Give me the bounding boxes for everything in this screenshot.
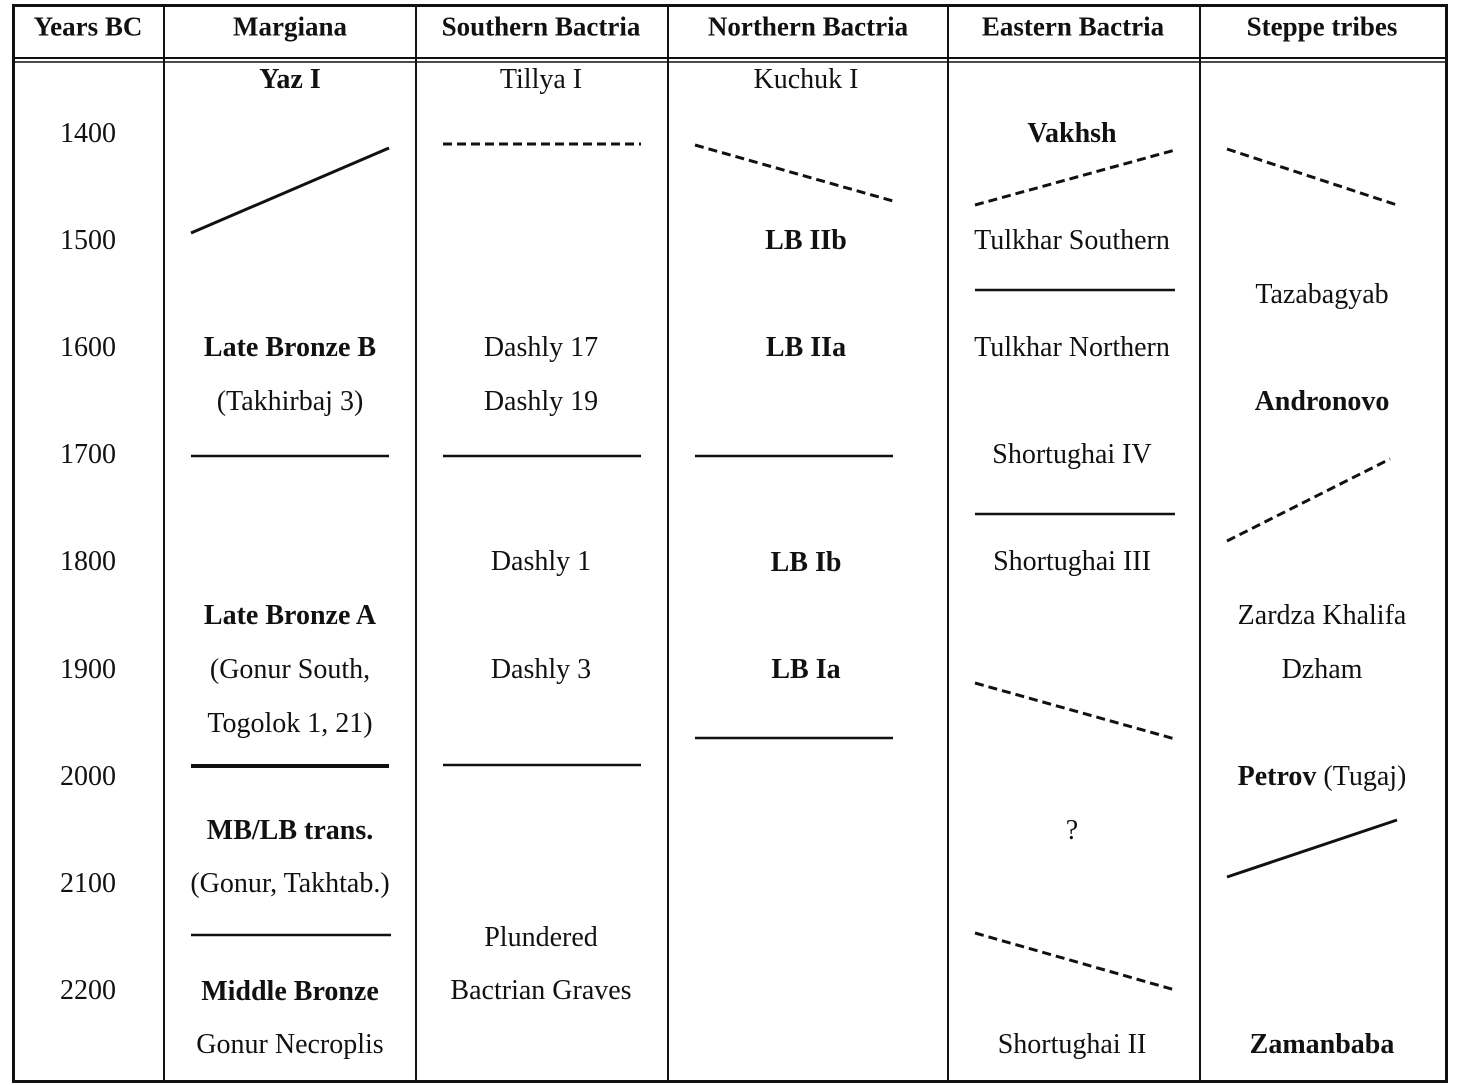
steppe-boundary-dashed [1227,149,1397,205]
year-label: 1400 [60,118,116,149]
site-label: (Takhirbaj 3) [216,386,364,417]
year-label: 1900 [60,654,116,685]
site-label: Gonur Necroplis [196,1029,384,1060]
header-northern-bactria: Northern Bactria [707,11,909,42]
table-border [14,6,1447,1082]
site-label: Shortughai III [993,546,1151,577]
period-label: LB IIb [765,225,847,256]
site-label: Shortughai II [997,1029,1147,1060]
period-label: Late Bronze B [203,332,377,363]
eastern-boundary-dashed [975,933,1175,990]
site-label: (Gonur, Takhtab.) [190,868,390,899]
year-label: 2200 [60,975,116,1006]
period-label: Middle Bronze [201,976,379,1007]
unknown-label: ? [1065,815,1079,846]
site-label: Togolok 1, 21) [207,708,373,739]
header-steppe-tribes: Steppe tribes [1246,11,1398,42]
site-label: Tazabagyab [1255,279,1389,310]
site-label: Dashly 17 [483,332,599,363]
period-label: LB Ib [770,547,842,578]
eastern-boundary-dashed [975,150,1175,205]
site-label: Zardza Khalifa [1237,600,1407,631]
year-label: 1600 [60,332,116,363]
site-label: Tulkhar Southern [974,225,1170,256]
period-label: Late Bronze A [203,600,377,631]
site-label: Tillya I [499,64,583,95]
petrov-label [1238,761,1407,793]
margiana-boundary-diagonal [191,148,389,233]
steppe-boundary-dashed [1227,459,1390,541]
site-label: (Gonur South, [209,654,371,685]
year-label: 1700 [60,439,116,470]
site-label: Bactrian Graves [450,975,632,1006]
header-margiana: Margiana [233,11,347,42]
header-eastern-bactria: Eastern Bactria [981,11,1165,42]
year-label: 2100 [60,868,116,899]
year-label: 1500 [60,225,116,256]
period-label: Andronovo [1254,386,1390,417]
site-label: Dashly 19 [483,386,599,417]
period-label: Zamanbaba [1249,1029,1395,1060]
northern-boundary-dashed [695,145,893,201]
site-label: Shortughai IV [992,439,1152,470]
site-label: Plundered [484,922,598,953]
period-label: MB/LB trans. [206,815,374,846]
eastern-boundary-dashed [975,683,1175,739]
period-label: Vakhsh [1027,118,1117,149]
header-years-bc: Years BC [33,11,143,42]
site-label: (Tugaj) [1323,761,1407,792]
site-label: Dzham [1281,654,1363,685]
steppe-boundary-diagonal [1227,820,1397,877]
year-label: 2000 [60,761,116,792]
site-label: Tulkhar Northern [974,332,1170,363]
period-label: Petrov [1237,761,1317,792]
period-label: LB IIa [765,332,847,363]
header-southern-bactria: Southern Bactria [441,11,641,42]
period-label: Yaz I [259,64,321,95]
site-label: Dashly 3 [490,654,592,685]
site-label: Dashly 1 [490,546,592,577]
period-label: LB Ia [771,654,841,685]
year-label: 1800 [60,546,116,577]
site-label: Kuchuk I [753,64,859,95]
